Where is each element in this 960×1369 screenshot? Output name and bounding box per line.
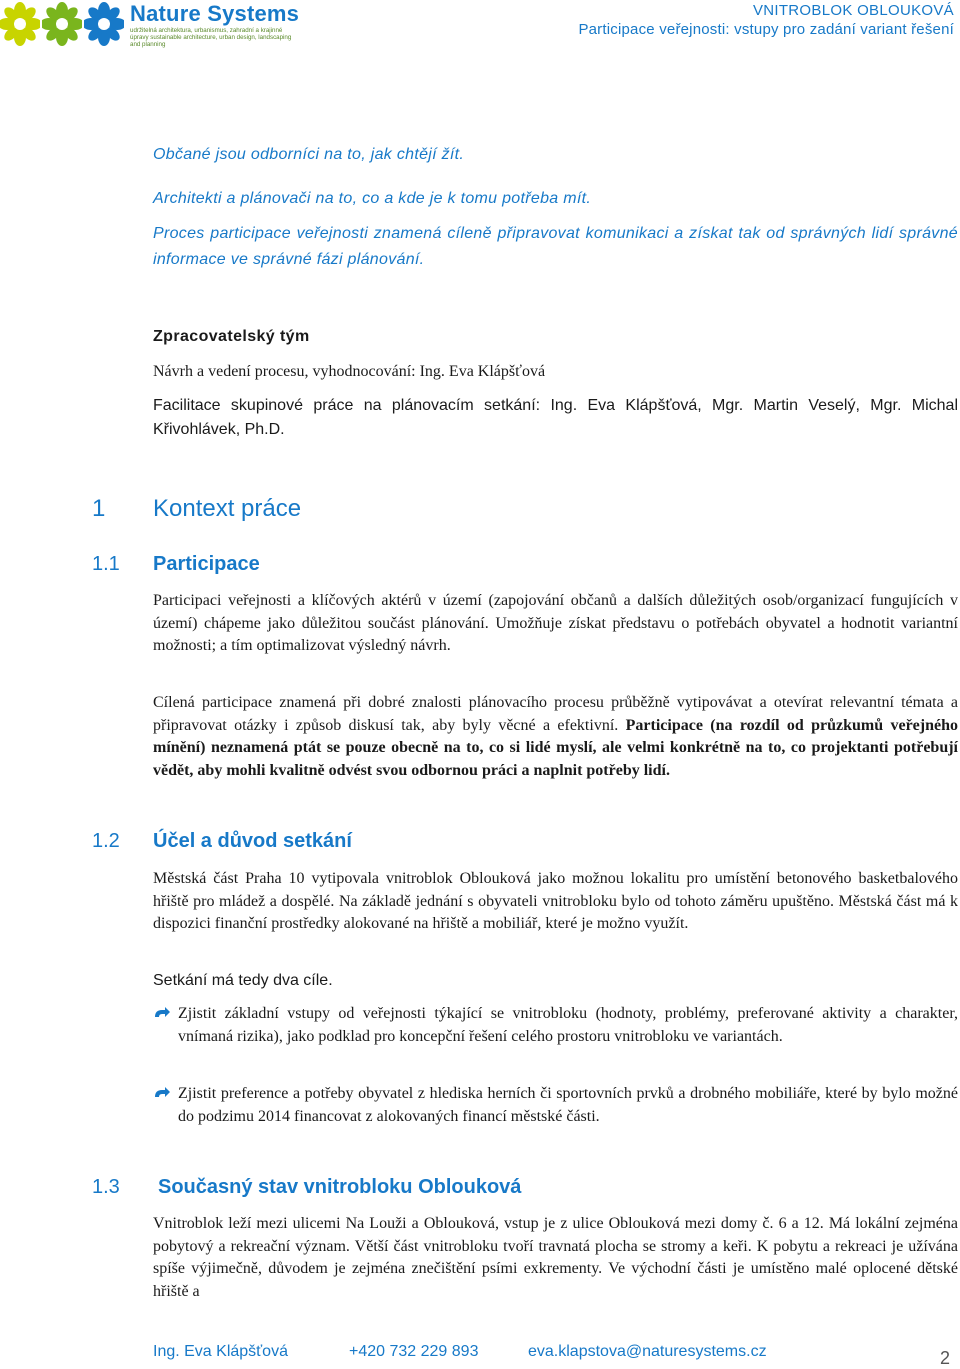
leaf-yellow-icon	[0, 2, 40, 46]
section-1-2-number: 1.2	[92, 830, 120, 852]
footer-phone: +420 732 229 893	[349, 1343, 479, 1360]
bullet-text-1: Zjistit základní vstupy od veřejnosti týkající se vnitrobloku (hodnoty, problémy, preferované aktivity a charakter, vnímaná rizika), jako podklad pro koncepční řešení celého prostoru vnitrobloku ve variantách.	[178, 1005, 958, 1045]
page-number: 2	[940, 1348, 951, 1368]
section-1-title: Kontext práce	[153, 495, 302, 522]
team-facilitation: Facilitace skupinové práce na plánovacím setkání: Ing. Eva Klápšťová, Mgr. Martin Veselý, Mgr. Michal Křivohlávek, Ph.D.	[153, 397, 958, 438]
section-1-2-title: Účel a důvod setkání	[153, 830, 352, 852]
bullet-item-1	[153, 1003, 958, 1048]
arrow-right-icon	[153, 1085, 171, 1103]
brand-name: Nature Systems	[130, 1, 300, 26]
intro-line-3: Proces participace veřejnosti znamená cíleně připravovat komunikaci a získat tak od správných lidí správné informace ve správné fázi plánování.	[153, 225, 958, 268]
team-process: Návrh a vedení procesu, vyhodnocování: Ing. Eva Klápšťová	[153, 363, 546, 380]
leaf-blue-icon	[84, 2, 124, 46]
team-heading: Zpracovatelský tým	[153, 328, 310, 345]
section-1-3-title: Současný stav vnitrobloku Oblouková	[158, 1176, 522, 1198]
document-subtitle: Participace veřejnosti: vstupy pro zadání variant řešení	[578, 21, 954, 38]
page-footer	[153, 1343, 953, 1367]
brand-tagline: udržitelná architektura, urbanismus, zahradní a krajinné úpravy sustainable architecture, urban design, landscaping and planning	[130, 27, 292, 48]
document-title: VNITROBLOK OBLOUKOVÁ	[752, 2, 954, 19]
leaf-green-icon	[42, 2, 82, 46]
section-1-2-paragraph-2: Setkání má tedy dva cíle.	[153, 972, 333, 989]
logo-icons	[0, 2, 124, 46]
section-1-2-paragraph-1: Městská část Praha 10 vytipovala vnitroblok Oblouková jako možnou lokalitu pro umístění betonového basketbalového hřiště pro mládež a dospělé. Na základě jednání s obyvateli vnitrobloku bylo od tohoto záměru upuštěno. Městská část má k dispozici finanční prostředky alokované na hřiště a mobiliář, které je možno využít.	[153, 870, 958, 932]
company-logo	[0, 0, 300, 50]
footer-email[interactable]: eva.klapstova@naturesystems.cz	[528, 1343, 767, 1360]
arrow-right-icon	[153, 1005, 171, 1023]
section-1-3-paragraph-1: Vnitroblok leží mezi ulicemi Na Louži a Oblouková, vstup je z ulice Oblouková mezi domy č. 6 a 12. Má lokální zejména pobytový a rekreační význam. Větší část vnitrobloku tvoří travnatá plocha se stromy a keři. K pobytu a rekreaci je užívána spíše výjimečně, důvodem je zejména znečištění psími exkrementy. Ve východní části je umístěno malé oplocené dětské hřiště a	[153, 1215, 958, 1300]
brand-block	[130, 1, 300, 48]
section-1-1-paragraph-2	[153, 692, 958, 782]
section-1-1-number: 1.1	[92, 553, 120, 575]
footer-name: Ing. Eva Klápšťová	[153, 1343, 288, 1360]
bullet-text-2: Zjistit preference a potřeby obyvatel z hlediska herních či sportovních prvků a drobného mobiliáře, které by bylo možné do podzimu 2014 financovat z alokovaných financí městské části.	[178, 1085, 958, 1125]
document-header	[578, 2, 954, 40]
intro-line-1: Občané jsou odborníci na to, jak chtějí žít.	[153, 146, 465, 163]
section-1-3-number: 1.3	[92, 1176, 120, 1198]
section-1-1-title: Participace	[153, 553, 260, 575]
bullet-item-2	[153, 1083, 958, 1128]
section-1-1-paragraph-1: Participaci veřejnosti a klíčových aktérů v území (zapojování občanů a dalších důležitých osob/organizací fungujících v území) chápeme jako důležitou součást plánování. Umožňuje získat představu o potřebách obyvatel a hodnotit variantní možnosti; a tím optimalizovat výsledný návrh.	[153, 592, 958, 654]
section-1-1-p2-text: Cílená participace znamená při dobré znalosti plánovacího procesu průběžně vytipovávat a otevírat relevantní témata a připravovat otázky i způsob diskusí tak, aby byly věcné a efektivní.	[153, 694, 958, 734]
section-1-number: 1	[92, 495, 106, 522]
section-1-1-p2-bold: Participace (na rozdíl od průzkumů veřejného mínění) neznamená ptát se pouze obecně na to, co si lidé myslí, ale velmi konkrétně na to, co projektanti potřebují vědět, aby mohli kvalitně odvést svou odbornou práci a naplnit potřeby lidí.	[153, 716, 958, 779]
intro-line-2: Architekti a plánovači na to, co a kde je k tomu potřeba mít.	[153, 190, 592, 207]
